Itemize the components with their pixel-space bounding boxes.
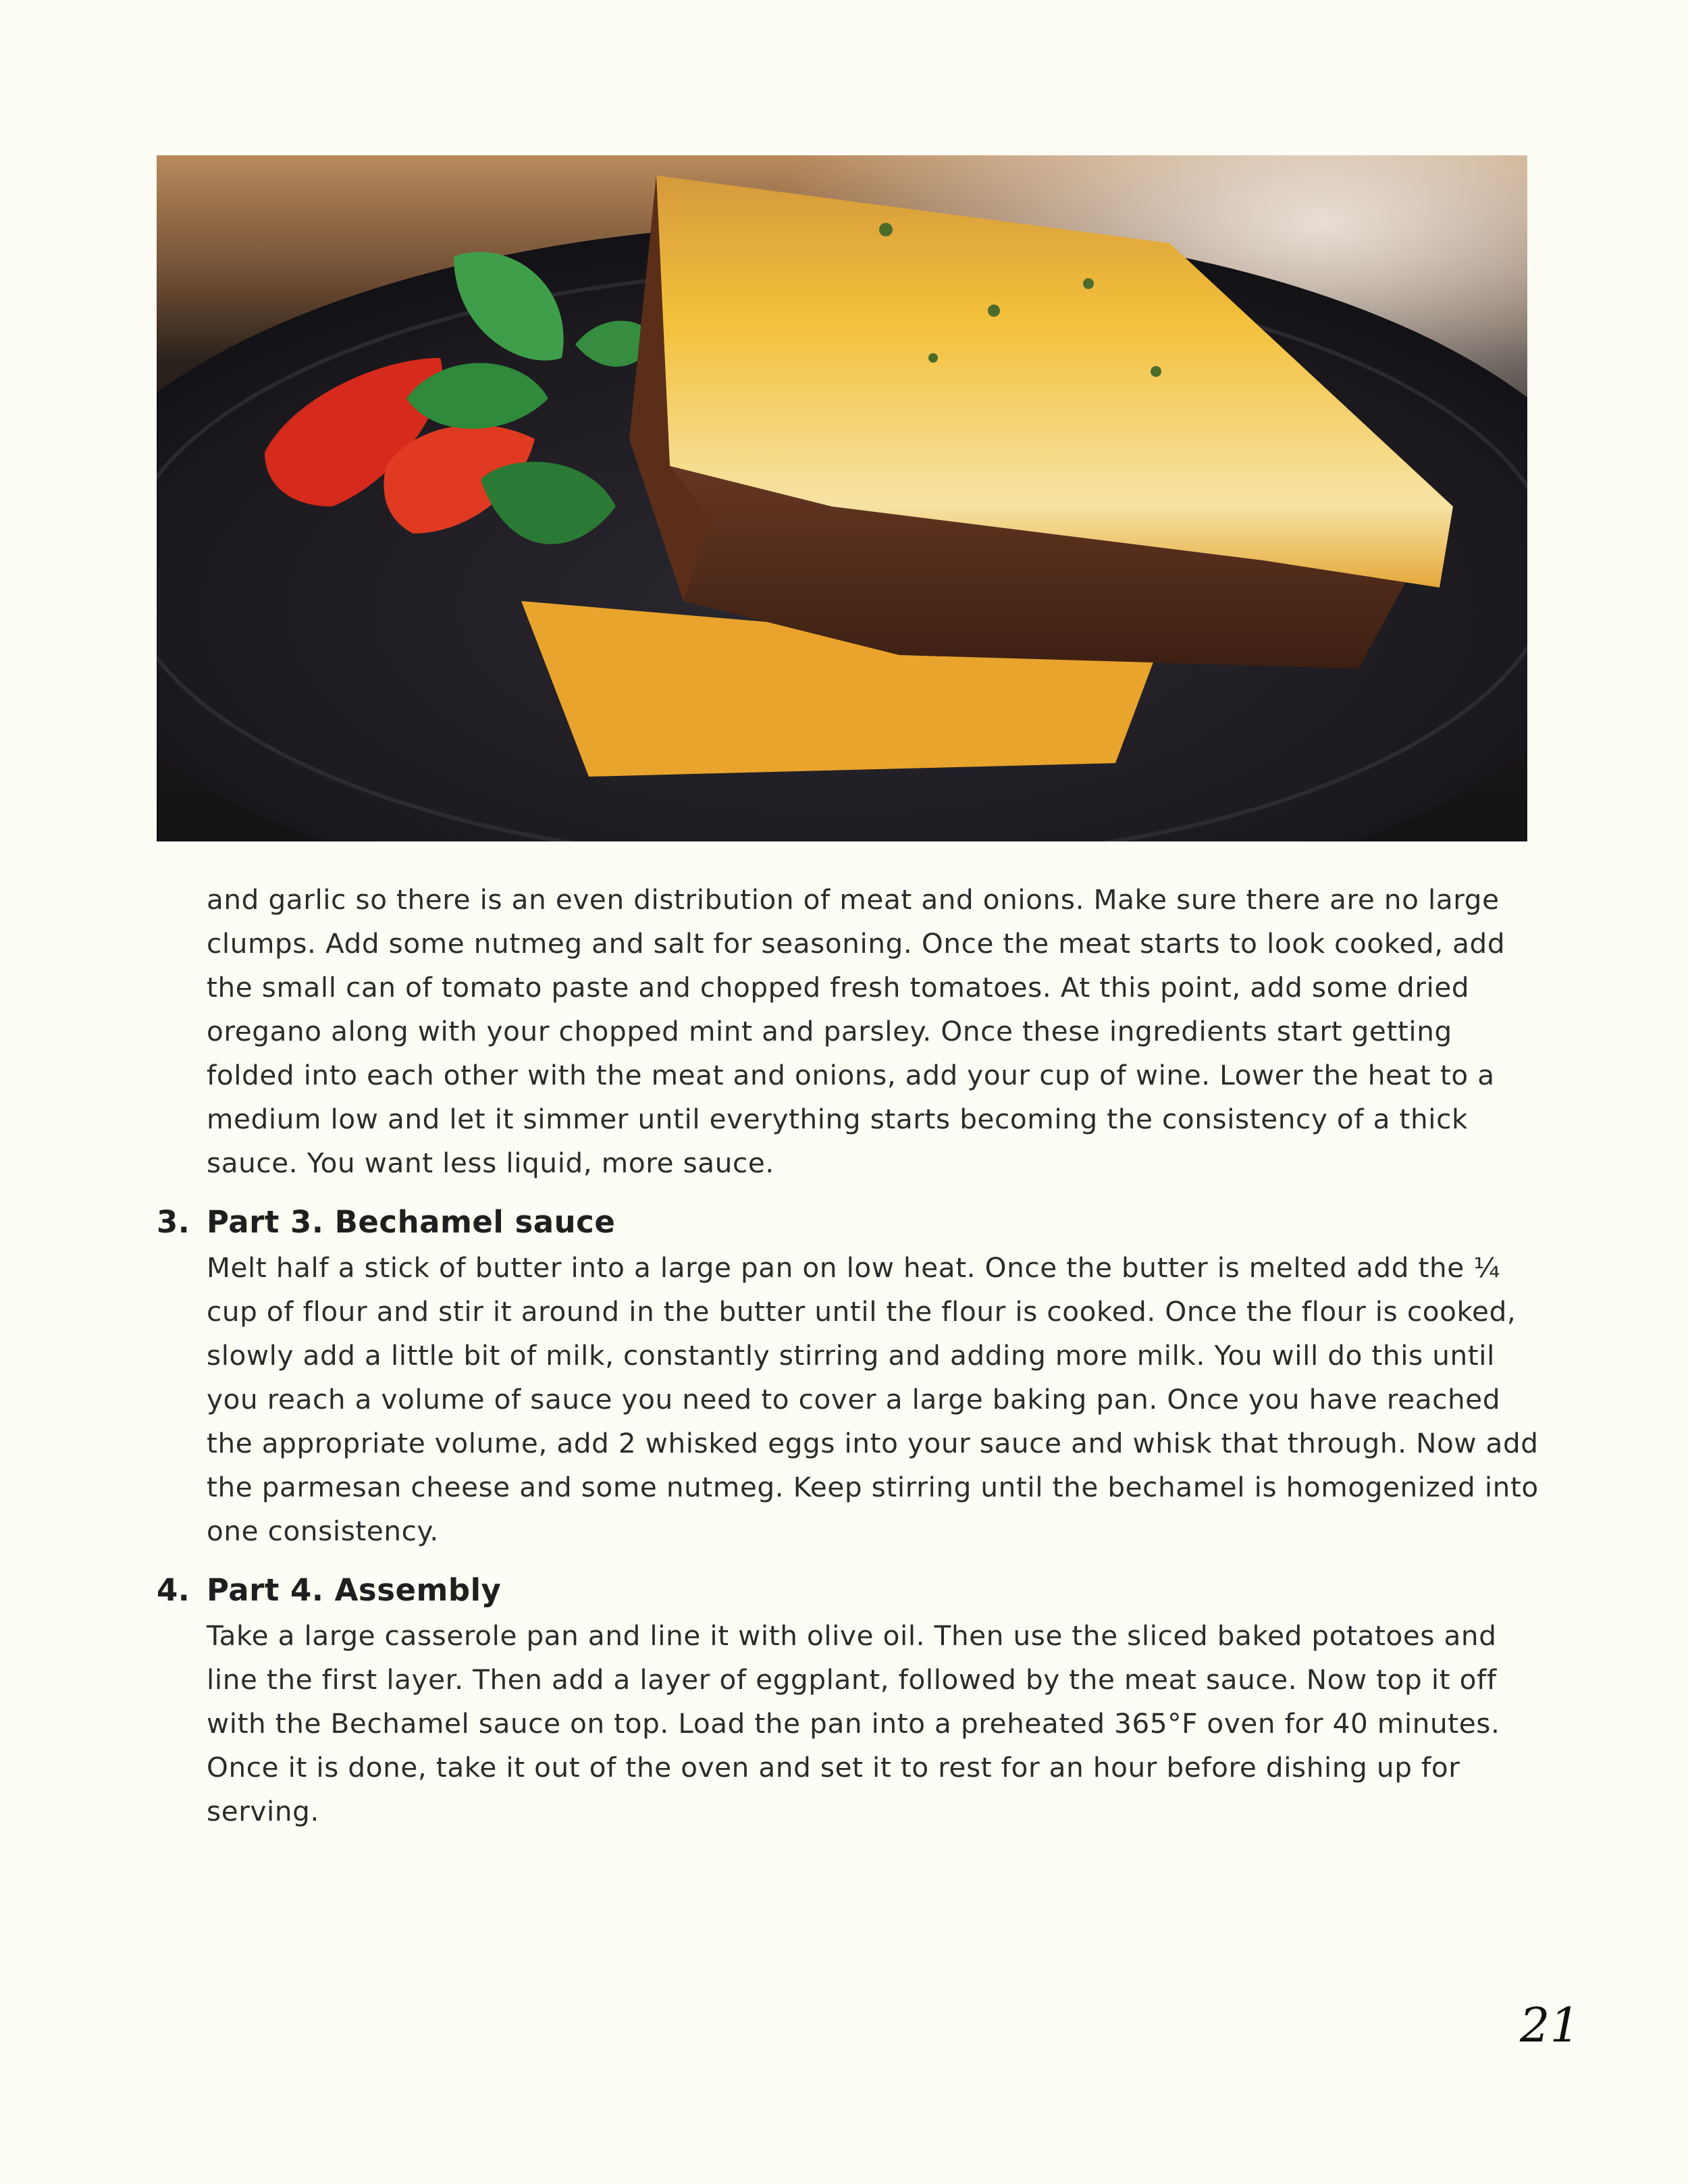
intro-paragraph: and garlic so there is an even distribution of meat and onions. Make sure there are no large clumps. Add some nutmeg and salt for seasoning. Once the meat starts to look cooked, add the small can of tomato paste and chopped fresh tomatoes. At this point, add some dried oregano along with your chopped mint and parsley. Once these ingredients start getting folded into each other with the meat and onions, add your cup of wine. Lower the heat to a medium low and let it simmer until everything starts becoming the consistency of a thick sauce. You want less liquid, more sauce. [207,883,1506,1179]
step-title: Part 4. Assembly [207,1572,502,1608]
recipe-text [157,878,1541,1834]
step-heading [157,1569,1541,1611]
step-number: 3. [157,1204,190,1240]
recipe-step-4 [157,1569,1541,1834]
step-number: 4. [157,1572,190,1608]
moussaka-photo-illustration [157,155,1527,841]
page-number: 21 [1519,1998,1580,2053]
moussaka-photo [157,155,1527,841]
step-body: Melt half a stick of butter into a large pan on low heat. Once the butter is melted add the ¼ cup of flour and stir it around in the butter until the flour is cooked. Once the flour is cooked, slowly add a little bit of milk, constantly stirring and adding more milk. You will do this until you reach a volume of sauce you need to cover a large baking pan. Once you have reached the appropriate volume, add 2 whisked eggs into your sauce and whisk that through. Now add the parmesan cheese and some nutmeg. Keep stirring until the bechamel is homogenized into one consistency. [207,1251,1539,1547]
step-title: Part 3. Bechamel sauce [207,1204,616,1240]
step-body: Take a large casserole pan and line it with olive oil. Then use the sliced baked potatoes and line the first layer. Then add a layer of eggplant, followed by the meat sauce. Now top it off with the Bechamel sauce on top. Load the pan into a preheated 365°F oven for 40 minutes. Once it is done, take it out of the oven and set it to rest for an hour before dishing up for serving. [207,1619,1500,1827]
step-heading [157,1201,1541,1243]
recipe-step-3 [157,1201,1541,1553]
